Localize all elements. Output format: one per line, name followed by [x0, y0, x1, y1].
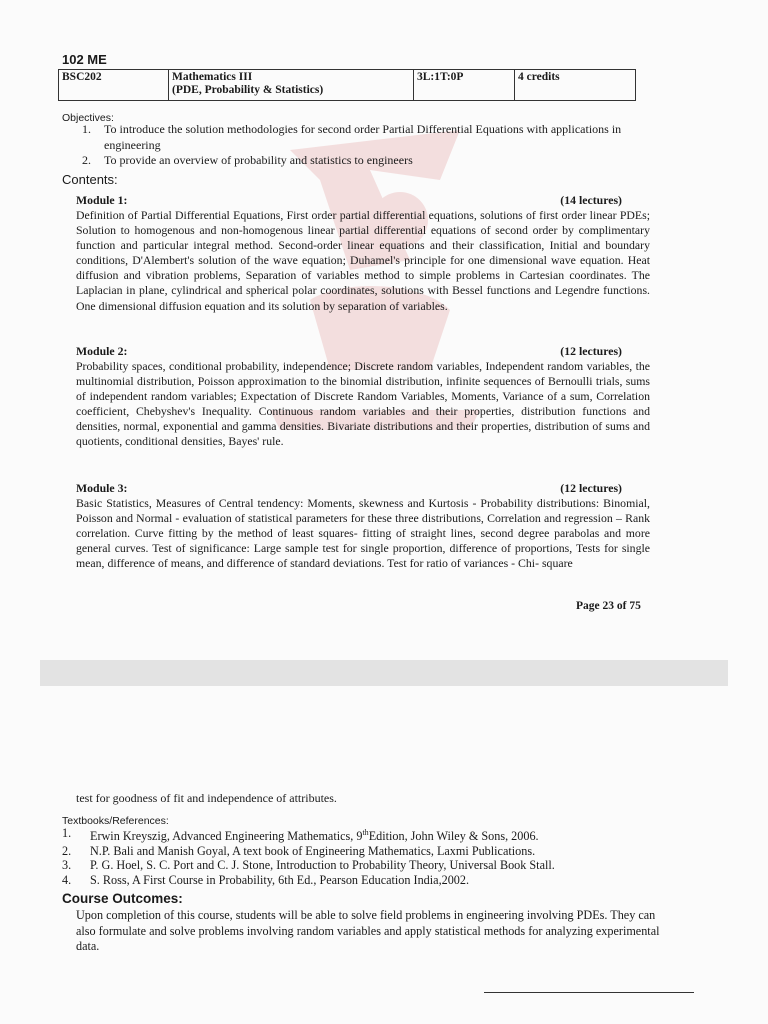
objectives-label: Objectives:: [62, 112, 114, 124]
course-ltp-cell: 3L:1T:0P: [414, 70, 515, 101]
textbook-number: 1.: [62, 826, 72, 840]
course-title-cell: [169, 70, 414, 101]
module-1: [76, 193, 650, 314]
course-outcomes-label: Course Outcomes:: [62, 891, 183, 906]
module-lectures: (12 lectures): [560, 481, 622, 495]
module-body: Probability spaces, conditional probability, independence; Discrete random variables, Independent random variables, the multinomial distribution, Poisson approximation to the binomial distribution, infinite sequences of Bernoulli trials, sums of independent random variables; Expectation of Discrete Random Variables, Moments, Variance of a sum, Correlation coefficient, Chebyshev's Inequality. Continuous random variables and their properties, distribution functions and densities, normal, exponential and gamma densities. Bivariate distributions and their properties, distribution of sums and quotients, conditional densities, Bayes' rule.: [76, 359, 650, 449]
signature-line: [484, 992, 694, 993]
objective-number: 2.: [82, 153, 91, 167]
course-title-line1: Mathematics III: [172, 71, 253, 83]
textbook-item: [62, 873, 702, 888]
objective-number: 1.: [82, 122, 91, 136]
page-break-divider: [40, 660, 728, 686]
module-title: Module 1:: [76, 193, 128, 207]
textbook-text: P. G. Hoel, S. C. Port and C. J. Stone, Introduction to Probability Theory, Universal Book Stall.: [90, 858, 555, 873]
objective-text: To introduce the solution methodologies for second order Partial Differential Equations with applications in engineering: [104, 122, 622, 152]
course-info-table: [58, 69, 636, 101]
objective-text: To provide an overview of probability and statistics to engineers: [104, 153, 413, 167]
page-total: 75: [629, 600, 641, 612]
textbook-item: [62, 826, 702, 844]
module-header: [76, 193, 650, 208]
textbook-text: N.P. Bali and Manish Goyal, A text book of Engineering Mathematics, Laxmi Publications.: [90, 843, 536, 858]
course-outcomes-text: Upon completion of this course, students will be able to solve field problems in engineering involving PDEs. They can also formulate and solve problems involving random variables and apply statistical methods for analyzing experimental data.: [76, 908, 660, 953]
module-body: Definition of Partial Differential Equations, First order partial differential equations, solutions of first order linear PDEs; Solution to homogenous and non-homogenous linear partial differential equations of second order by complimentary function and particular integral method. Second-order linear equations and their classification, Initial and boundary conditions, D'Alembert's solution of the wave equation; Duhamel's principle for one dimensional wave equation. Heat diffusion and vibration problems, Separation of variables method to simple problems in Cartesian coordinates. The Laplacian in plane, cylindrical and spherical polar coordinates, solutions with Bessel functions and Legendre functions. One dimensional diffusion equation and its solution by separation of variables.: [76, 208, 650, 313]
textbook-text: S. Ross, A First Course in Probability, 6th Ed., Pearson Education India,2002.: [90, 872, 470, 887]
course-title-line2: (PDE, Probability & Statistics): [172, 84, 324, 96]
module-title: Module 3:: [76, 481, 128, 495]
objectives-list: [82, 122, 642, 169]
objective-item: [82, 122, 642, 153]
textbooks-list: [62, 826, 702, 887]
module-body: Basic Statistics, Measures of Central tendency: Moments, skewness and Kurtosis - Probability distributions: Binomial, Poisson and Normal - evaluation of statistical parameters for these three distributions, Correlation and regression – Rank correlation. Curve fitting by the method of least squares- fitting of straight lines, second degree parabolas and more general curves. Test of significance: Large sample test for single proportion, difference of proportions, Tests for single mean, difference of means, and difference of standard deviations. Test for ratio of variances - Chi- square: [76, 496, 650, 571]
textbook-number: 2.: [62, 843, 72, 858]
module-3-continuation: test for goodness of fit and independence of attributes.: [76, 791, 337, 805]
textbook-number: 4.: [62, 872, 72, 887]
module-2: [76, 344, 650, 450]
page-prefix: Page: [576, 600, 603, 612]
textbook-number: 3.: [62, 858, 72, 873]
module-title: Module 2:: [76, 344, 128, 358]
textbook-item: [62, 858, 702, 873]
module-header: [76, 344, 650, 359]
textbook-superscript: th: [362, 828, 369, 837]
page-current: 23: [602, 600, 615, 612]
course-credits-cell: 4 credits: [515, 70, 636, 101]
module-3: [76, 481, 650, 571]
objective-item: [82, 153, 642, 169]
course-code-heading: 102 ME: [62, 52, 107, 67]
course-code-cell: BSC202: [59, 70, 169, 101]
page-middle: of: [614, 600, 630, 612]
module-lectures: (12 lectures): [560, 344, 622, 358]
module-header: [76, 481, 650, 496]
textbooks-label: Textbooks/References:: [62, 815, 169, 827]
module-lectures: (14 lectures): [560, 193, 622, 207]
textbook-text-tail: Edition, John Wiley & Sons, 2006.: [368, 829, 539, 844]
contents-label: Contents:: [62, 172, 118, 187]
textbook-item: [62, 844, 702, 859]
page-number: [576, 600, 641, 612]
textbook-text: Erwin Kreyszig, Advanced Engineering Mathematics, 9: [90, 829, 363, 844]
